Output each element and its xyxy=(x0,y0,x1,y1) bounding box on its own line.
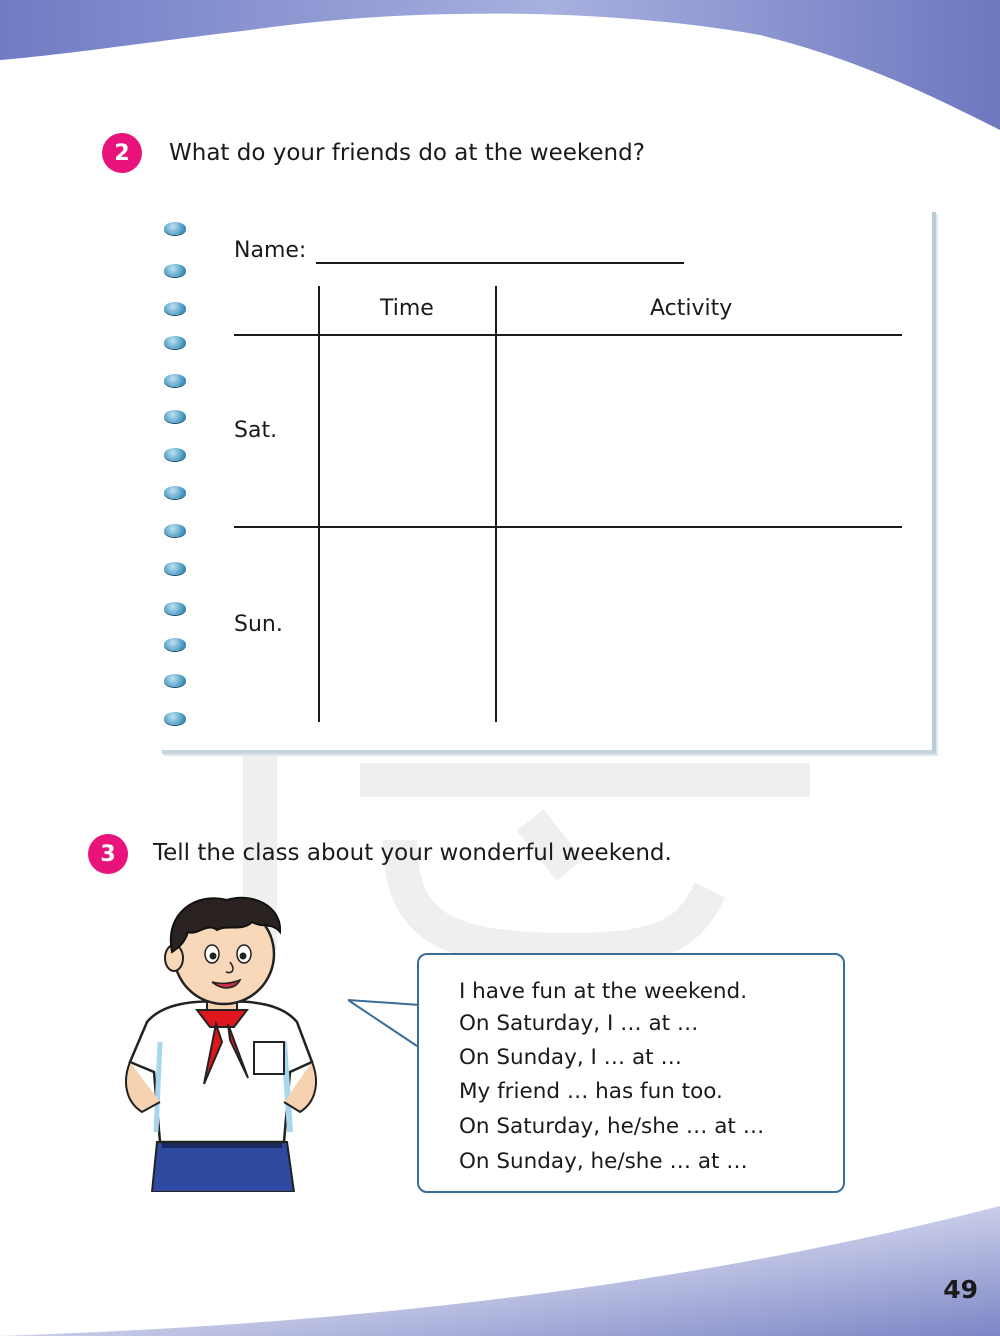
row-divider xyxy=(234,526,902,528)
speech-bubble-tail xyxy=(348,990,428,1060)
speech-line: My friend … has fun too. xyxy=(459,1079,723,1104)
spiral-ring xyxy=(164,486,186,499)
speech-line: I have fun at the weekend. xyxy=(459,979,748,1004)
spiral-binding xyxy=(160,218,194,728)
survey-notebook xyxy=(162,212,936,754)
activity-number-badge xyxy=(102,133,142,173)
top-wave-decoration xyxy=(0,0,1000,140)
bottom-wave-decoration xyxy=(0,1186,1000,1336)
spiral-ring xyxy=(164,448,186,461)
name-write-line[interactable] xyxy=(316,262,684,264)
spiral-ring xyxy=(164,602,186,615)
spiral-ring xyxy=(164,302,186,315)
boy-illustration xyxy=(112,892,332,1192)
page-number: 49 xyxy=(943,1275,978,1304)
spiral-ring xyxy=(164,562,186,575)
speech-line: On Sunday, he/she … at … xyxy=(459,1149,748,1174)
spiral-ring xyxy=(164,264,186,277)
activity-number-badge xyxy=(88,834,128,874)
activity-number: 2 xyxy=(114,140,130,166)
activity-instruction: Tell the class about your wonderful weekend. xyxy=(153,840,672,866)
row-label-sun: Sun. xyxy=(234,612,283,637)
spiral-ring xyxy=(164,638,186,651)
column-header-time: Time xyxy=(380,296,434,321)
row-label-sat: Sat. xyxy=(234,418,278,443)
spiral-ring xyxy=(164,712,186,725)
activity-number: 3 xyxy=(100,841,116,867)
column-header-activity: Activity xyxy=(650,296,733,321)
speech-bubble xyxy=(417,953,845,1193)
column-divider-2 xyxy=(495,286,497,722)
header-divider xyxy=(234,334,902,336)
spiral-ring xyxy=(164,374,186,387)
name-label: Name: xyxy=(234,238,307,263)
spiral-ring xyxy=(164,524,186,537)
activity-question: What do your friends do at the weekend? xyxy=(169,140,645,166)
spiral-ring xyxy=(164,674,186,687)
speech-line: On Sunday, I … at … xyxy=(459,1045,682,1070)
spiral-ring xyxy=(164,410,186,423)
speech-line: On Saturday, I … at … xyxy=(459,1011,699,1036)
column-divider-1 xyxy=(318,286,320,722)
speech-line: On Saturday, he/she … at … xyxy=(459,1114,765,1139)
spiral-ring xyxy=(164,336,186,349)
spiral-ring xyxy=(164,222,186,235)
